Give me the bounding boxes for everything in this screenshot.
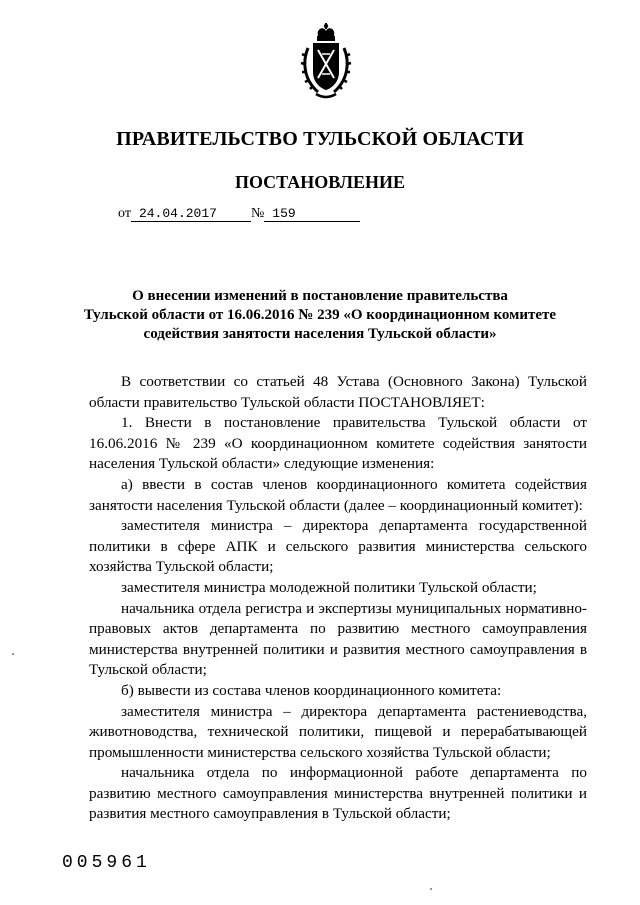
crown-icon [317,23,335,41]
subject-line: содействия занятости населения Тульской области» [143,326,497,342]
serial-number: 005961 [62,853,151,873]
number-prefix: № [250,206,265,221]
coat-of-arms-emblem [300,22,352,100]
document-subject [0,287,640,344]
subject-line: Тульской области от 16.06.2016 № 239 «О координационном комитете [83,307,557,323]
scan-speck [12,653,14,655]
body-paragraph: заместителя министра молодежной политики Тульской области; [121,578,537,596]
body-paragraph: а) ввести в состав членов координационного комитета содействия занятости населения Тульской области (далее – координационный комитет): [89,475,587,514]
document-number: 159 [264,206,360,222]
document-date: 24.04.2017 [131,206,251,222]
body-paragraph: б) вывести из состава членов координационного комитета: [121,681,502,699]
body-paragraph: заместителя министра – директора департамента растениеводства, животноводства, технической политики, пищевой и перерабатывающей промышленности министерства сельского хозяйства Тульской области; [89,702,587,761]
body-paragraph: начальника отдела по информационной работе департамента по развитию местного самоуправления министерства внутренней политики и развития местного самоуправления в Тульской области; [89,764,587,823]
body-paragraph: начальника отдела регистра и экспертизы муниципальных нормативно-правовых актов департамента по развитию местного самоуправления министерства внутренней политики и развития местного самоуправления в Тульской области; [89,599,587,679]
body-paragraph: В соответствии со статьей 48 Устава (Основного Закона) Тульской области правительство Тульской области ПОСТАНОВЛЯЕТ: [89,373,587,411]
organization-title: ПРАВИТЕЛЬСТВО ТУЛЬСКОЙ ОБЛАСТИ [116,128,524,150]
date-number-line [118,206,360,222]
subject-line: О внесении изменений в постановление правительства [132,288,508,304]
date-prefix: от [118,206,131,221]
body-paragraph: 1. Внести в постановление правительства Тульской области от 16.06.2016 № 239 «О координационном комитете содействия занятости населения Тульской области» следующие изменения: [89,414,587,473]
scan-speck [430,888,432,890]
document-type: ПОСТАНОВЛЕНИЕ [234,172,406,192]
shield-icon [313,43,339,90]
body-paragraph: заместителя министра – директора департамента государственной политики в сфере АПК и сельского развития министерства сельского хозяйства Тульской области; [89,517,587,576]
document-body [89,372,587,825]
